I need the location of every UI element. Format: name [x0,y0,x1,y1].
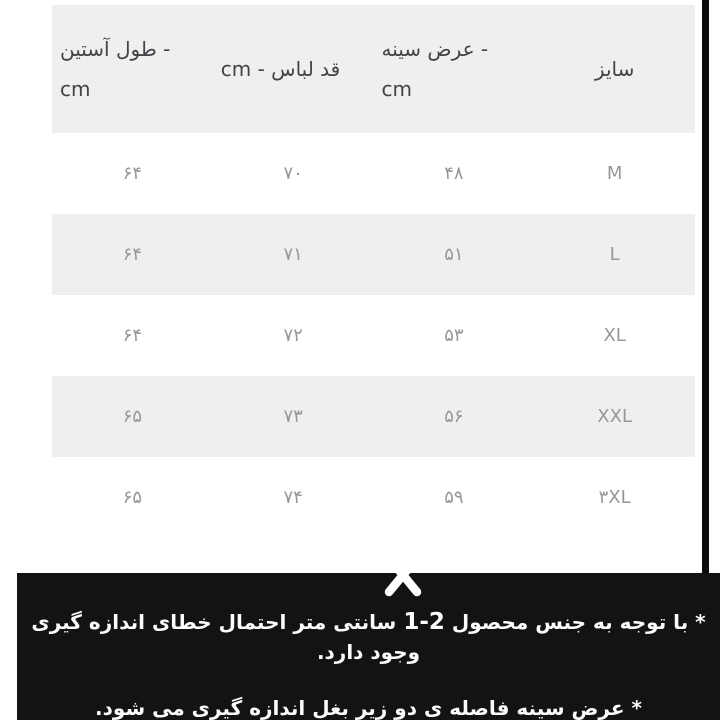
chest-width-cell [374,457,535,538]
sleeve-length-cell [52,457,213,538]
sleeve-length-value: ۶۴ [122,325,143,346]
size-cell [534,214,695,295]
garment-length-value: ۷۱ [283,244,303,265]
size-cell [534,133,695,214]
sleeve-length-value: ۶۵ [122,406,143,427]
column-header-label: قد لباس - cm [220,57,341,81]
column-header-chest-width [374,5,535,133]
sleeve-length-cell [52,214,213,295]
chest-width-value: ۴۸ [444,163,464,184]
column-header-unit: cm [60,77,91,101]
chest-width-cell [374,214,535,295]
size-value: L [609,244,620,265]
size-value: M [606,163,623,184]
note-line-1 [17,607,720,667]
column-header-size [534,5,695,133]
size-chart-table [52,5,695,538]
size-cell [534,457,695,538]
chest-width-value: ۵۶ [444,406,464,427]
measurement-notes-panel [17,573,720,720]
table-row-3xl [52,457,695,538]
size-value: XXL [597,406,632,427]
table-row-xl [52,295,695,376]
column-header-label: طول آستین - [60,37,171,61]
note-text: * با توجه به جنس محصول [444,610,706,634]
table-header-row [52,5,695,133]
chest-width-value: ۵۹ [444,487,464,508]
sleeve-length-value: ۶۴ [122,244,143,265]
garment-length-value: ۷۰ [283,163,303,184]
sleeve-length-cell [52,376,213,457]
note-text: سانتی متر احتمال خطای اندازه گیری وجود دارد. [31,610,421,664]
column-header-unit: cm [381,77,412,101]
chest-width-cell [374,133,535,214]
garment-length-cell [213,376,374,457]
note-line-2: * عرض سینه فاصله ی دو زیر بغل اندازه گیری می شود. [95,696,642,720]
column-header-sleeve-length [52,5,213,133]
sleeve-length-cell [52,133,213,214]
asterisk-icon [379,551,427,599]
sleeve-length-value: ۶۵ [122,487,143,508]
column-header-garment-length [213,5,374,133]
size-value: XL [603,325,626,346]
chest-width-cell [374,376,535,457]
chest-width-value: ۵۱ [444,244,464,265]
tolerance-range-value: 2-1 [403,609,445,635]
table-row-m [52,133,695,214]
garment-length-cell [213,295,374,376]
table-row-xxl [52,376,695,457]
garment-length-cell [213,214,374,295]
garment-length-value: ۷۲ [283,325,303,346]
garment-length-cell [213,133,374,214]
garment-length-cell [213,457,374,538]
column-header-label: عرض سینه - [381,37,489,61]
size-cell [534,295,695,376]
garment-length-value: ۷۳ [283,406,303,427]
size-cell [534,376,695,457]
garment-length-value: ۷۴ [283,487,303,508]
chest-width-cell [374,295,535,376]
column-header-label: سایز [594,57,635,81]
size-value: ۳XL [598,487,631,508]
sleeve-length-cell [52,295,213,376]
table-row-l [52,214,695,295]
chest-width-value: ۵۳ [444,325,464,346]
sleeve-length-value: ۶۴ [122,163,143,184]
